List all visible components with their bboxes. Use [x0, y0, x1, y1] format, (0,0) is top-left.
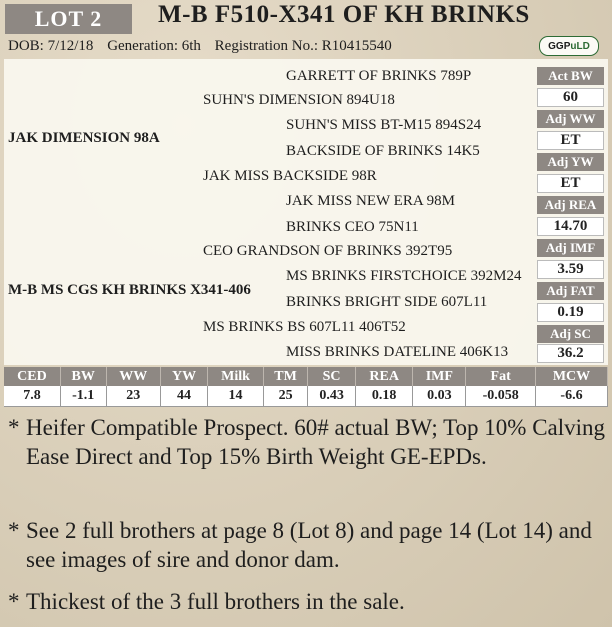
- epd-header-milk: Milk: [208, 367, 264, 386]
- lot-badge: LOT 2: [5, 4, 132, 34]
- adj-imf-label: Adj IMF: [537, 239, 604, 257]
- pedigree-sire: JAK DIMENSION 98A: [8, 130, 160, 146]
- info-line: [8, 38, 402, 55]
- epd-header-tm: TM: [263, 367, 307, 386]
- epd-value-row: [4, 386, 608, 407]
- epd-value-rea: 0.18: [356, 386, 413, 407]
- pedigree-dam: M-B MS CGS KH BRINKS X341-406: [8, 282, 251, 298]
- note-item: [8, 413, 606, 471]
- adj-fat-value: 0.19: [537, 303, 604, 322]
- adj-ww-value: ET: [537, 131, 604, 150]
- actual-bw-value: 60: [537, 88, 604, 107]
- adj-fat-label: Adj FAT: [537, 282, 604, 300]
- adj-sc-value: 36.2: [537, 344, 604, 363]
- adj-yw-value: ET: [537, 174, 604, 193]
- note-bullet: *: [8, 415, 20, 440]
- epd-table: [4, 367, 608, 407]
- note-item: [8, 516, 606, 574]
- note-item: [8, 587, 606, 616]
- note-text: Heifer Compatible Prospect. 60# actual BW; Top 10% Calving Ease Direct and Top 15% Birth Weight GE-EPDs.: [26, 415, 606, 469]
- note-text: See 2 full brothers at page 8 (Lot 8) and page 14 (Lot 14) and see images of sire and donor dam.: [26, 518, 592, 572]
- pedigree-sire-sire-sire: GARRETT OF BRINKS 789P: [286, 68, 472, 84]
- adj-rea-label: Adj REA: [537, 196, 604, 214]
- epd-header-yw: YW: [160, 367, 207, 386]
- adj-rea-value: 14.70: [537, 217, 604, 236]
- epd-value-ced: 7.8: [4, 386, 60, 407]
- pedigree-dam-sire-dam: MS BRINKS FIRSTCHOICE 392M24: [286, 268, 522, 284]
- logo-sub-text: uLD: [570, 40, 590, 52]
- epd-header-row: [4, 367, 608, 386]
- pedigree-dam-dam-dam: MISS BRINKS DATELINE 406K13: [286, 344, 509, 360]
- adj-sc-label: Adj SC: [537, 325, 604, 343]
- epd-header-ced: CED: [4, 367, 60, 386]
- pedigree-dam-dam-sire: BRINKS BRIGHT SIDE 607L11: [286, 294, 488, 310]
- epd-header-imf: IMF: [413, 367, 466, 386]
- animal-title: M-B F510-X341 OF KH BRINKS: [158, 1, 530, 28]
- epd-value-fat: -0.058: [466, 386, 536, 407]
- adj-yw-label: Adj YW: [537, 153, 604, 171]
- pedigree-sire-dam: JAK MISS BACKSIDE 98R: [203, 168, 377, 184]
- epd-value-milk: 14: [208, 386, 264, 407]
- epd-value-ww: 23: [106, 386, 160, 407]
- epd-header-sc: SC: [308, 367, 356, 386]
- pedigree-dam-sire-sire: BRINKS CEO 75N11: [286, 219, 419, 235]
- registration-text: Registration No.: R10415540: [214, 38, 392, 54]
- ggp-uld-logo: [539, 36, 599, 56]
- generation-text: Generation: 6th: [107, 38, 201, 54]
- epd-value-bw: -1.1: [60, 386, 106, 407]
- pedigree-sire-sire: SUHN'S DIMENSION 894U18: [203, 92, 395, 108]
- epd-header-fat: Fat: [466, 367, 536, 386]
- epd-value-tm: 25: [263, 386, 307, 407]
- pedigree-sire-dam-sire: BACKSIDE OF BRINKS 14K5: [286, 143, 480, 159]
- dob-text: DOB: 7/12/18: [8, 38, 94, 54]
- logo-main-text: GGP: [548, 40, 571, 52]
- pedigree-dam-dam: MS BRINKS BS 607L11 406T52: [203, 319, 406, 335]
- adj-imf-value: 3.59: [537, 260, 604, 279]
- pedigree-dam-sire: CEO GRANDSON OF BRINKS 392T95: [203, 243, 453, 259]
- pedigree-sire-sire-dam: SUHN'S MISS BT-M15 894S24: [286, 117, 482, 133]
- pedigree-sire-dam-dam: JAK MISS NEW ERA 98M: [286, 193, 455, 209]
- note-bullet: *: [8, 589, 20, 614]
- epd-value-sc: 0.43: [308, 386, 356, 407]
- epd-header-bw: BW: [60, 367, 106, 386]
- epd-value-mcw: -6.6: [536, 386, 608, 407]
- epd-header-ww: WW: [106, 367, 160, 386]
- epd-value-imf: 0.03: [413, 386, 466, 407]
- epd-value-yw: 44: [160, 386, 207, 407]
- epd-header-rea: REA: [356, 367, 413, 386]
- epd-header-mcw: MCW: [536, 367, 608, 386]
- actual-bw-label: Act BW: [537, 67, 604, 85]
- note-text: Thickest of the 3 full brothers in the sale.: [26, 589, 405, 614]
- adj-ww-label: Adj WW: [537, 110, 604, 128]
- note-bullet: *: [8, 518, 20, 543]
